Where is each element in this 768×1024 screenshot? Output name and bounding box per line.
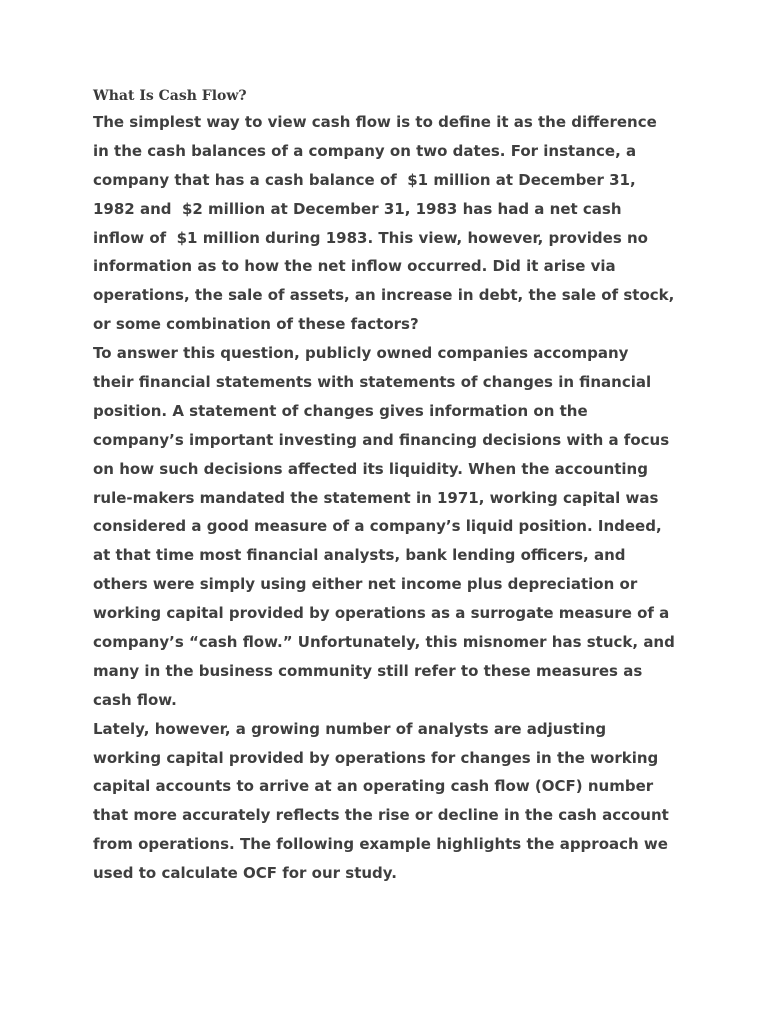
text-line: working capital provided by operations as a surrogate measure of a bbox=[93, 604, 670, 623]
text-line: or some combination of these factors? bbox=[93, 315, 419, 334]
text-line: their financial statements with statements of changes in financial bbox=[93, 373, 652, 392]
text-line: To answer this question, publicly owned companies accompany bbox=[93, 344, 629, 363]
text-line: considered a good measure of a company’s liquid position. Indeed, bbox=[93, 517, 662, 536]
text-line: that more accurately reflects the rise or decline in the cash account bbox=[93, 806, 669, 825]
text-line: capital accounts to arrive at an operating cash flow (OCF) number bbox=[93, 777, 654, 796]
text-line: cash flow. bbox=[93, 690, 177, 709]
text-line: on how such decisions affected its liquidity. When the accounting bbox=[93, 459, 648, 478]
text-line: inflow of $1 million during 1983. This view, however, provides no bbox=[93, 228, 648, 247]
text-line: The simplest way to view cash flow is to define it as the difference bbox=[93, 113, 657, 131]
text-line: company’s “cash flow.” Unfortunately, this misnomer has stuck, and bbox=[93, 633, 675, 652]
text-line: working capital provided by operations for changes in the working bbox=[93, 748, 659, 767]
text-line: operations, the sale of assets, an increase in debt, the sale of stock, bbox=[93, 286, 675, 305]
text-line: 1982 and $2 million at December 31, 1983 has had a net cash bbox=[93, 199, 622, 218]
text-line: in the cash balances of a company on two dates. For instance, a bbox=[93, 141, 637, 160]
text-line: rule-makers mandated the statement in 1971, working capital was bbox=[93, 488, 659, 507]
text-line: others were simply using either net income plus depreciation or bbox=[93, 575, 638, 594]
text-line: Lately, however, a growing number of analysts are adjusting bbox=[93, 719, 607, 738]
text-line: used to calculate OCF for our study. bbox=[93, 864, 397, 883]
text-line: company that has a cash balance of $1 million at December 31, bbox=[93, 170, 636, 189]
text-line: position. A statement of changes gives information on the bbox=[93, 401, 588, 420]
text-line: company’s important investing and financing decisions with a focus bbox=[93, 430, 670, 449]
section-heading: What Is Cash Flow? bbox=[93, 88, 247, 104]
text-line: from operations. The following example highlights the approach we bbox=[93, 835, 668, 854]
text-line: at that time most financial analysts, bank lending officers, and bbox=[93, 546, 626, 565]
text-line: information as to how the net inflow occurred. Did it arise via bbox=[93, 257, 616, 276]
text-line: many in the business community still refer to these measures as bbox=[93, 661, 643, 680]
body-text bbox=[93, 108, 693, 888]
